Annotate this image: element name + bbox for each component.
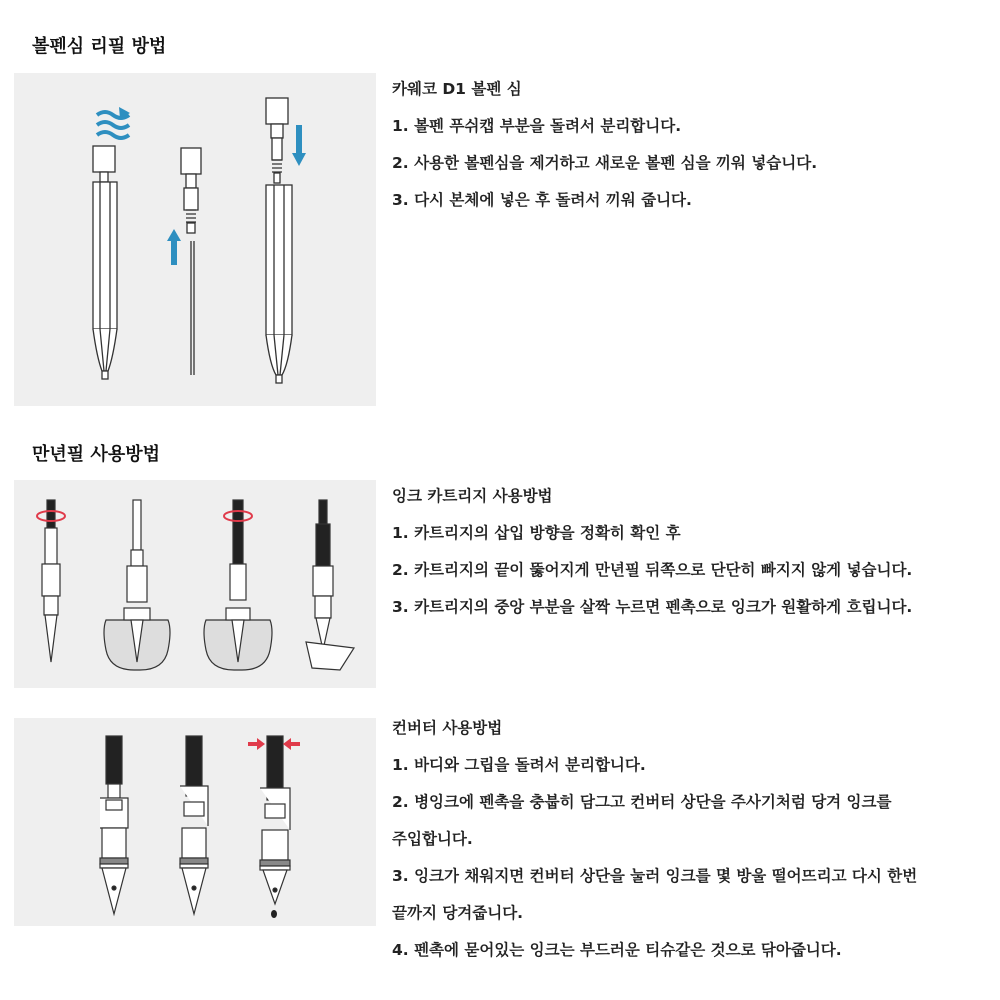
refill-step-1: 1. 볼펜 푸쉬캡 부분을 돌려서 분리합니다. [392, 117, 682, 135]
converter-heading: 컨버터 사용방법 [392, 719, 503, 737]
refill-heading: 카웨코 D1 볼펜 심 [392, 80, 522, 98]
section-title-refill: 볼펜심 리필 방법 [32, 36, 167, 57]
converter-step-3-cont: 끝까지 당겨줍니다. [392, 904, 524, 922]
press-arrow-icon [248, 742, 258, 746]
pen1-body [93, 182, 117, 329]
pen1-cap [93, 146, 115, 172]
converter-step-2-cont: 주입합니다. [392, 830, 473, 848]
refill-step-3: 3. 다시 본체에 넣은 후 돌려서 끼워 줍니다. [392, 191, 692, 209]
converter-step-3: 3. 잉크가 채워지면 컨버터 상단을 눌러 잉크를 몇 방울 떨어뜨리고 다시 한번 [392, 867, 918, 885]
cartridge-heading: 잉크 카트리지 사용방법 [392, 487, 553, 505]
up-arrow-icon [171, 239, 177, 265]
down-arrow-icon [296, 125, 302, 155]
cartridge-illustration [14, 480, 376, 688]
pen3-cap [266, 98, 288, 124]
ink-drop-icon [271, 910, 277, 918]
converter-illustration [14, 718, 376, 926]
refill-diagram [14, 73, 376, 406]
section-title-fountain: 만년필 사용방법 [32, 444, 160, 465]
converter-step-1: 1. 바디와 그립을 돌려서 분리합니다. [392, 756, 646, 774]
converter-step-4: 4. 펜촉에 묻어있는 잉크는 부드러운 티슈같은 것으로 닦아줍니다. [392, 941, 842, 959]
refill-cap [181, 148, 201, 174]
press-arrow-icon [290, 742, 300, 746]
converter-diagram [14, 718, 376, 926]
refill-step-2: 2. 사용한 볼펜심을 제거하고 새로운 볼펜 심을 끼워 넣습니다. [392, 154, 818, 172]
cartridge-step-2: 2. 카트리지의 끝이 뚫어지게 만년필 뒤쪽으로 단단히 빠지지 않게 넣습니다. [392, 561, 913, 579]
cartridge-step-3: 3. 카트리지의 중앙 부분을 살짝 누르면 펜촉으로 잉크가 원활하게 흐립니다. [392, 598, 913, 616]
cartridge-diagram [14, 480, 376, 688]
converter-step-2: 2. 병잉크에 펜촉을 충붑히 담그고 컨버터 상단을 주사기처럼 당겨 잉크를 [392, 793, 892, 811]
pen3-body [266, 185, 292, 335]
cartridge-step-1: 1. 카트리지의 삽입 방향을 정확히 확인 후 [392, 524, 681, 542]
refill-illustration [14, 73, 376, 406]
